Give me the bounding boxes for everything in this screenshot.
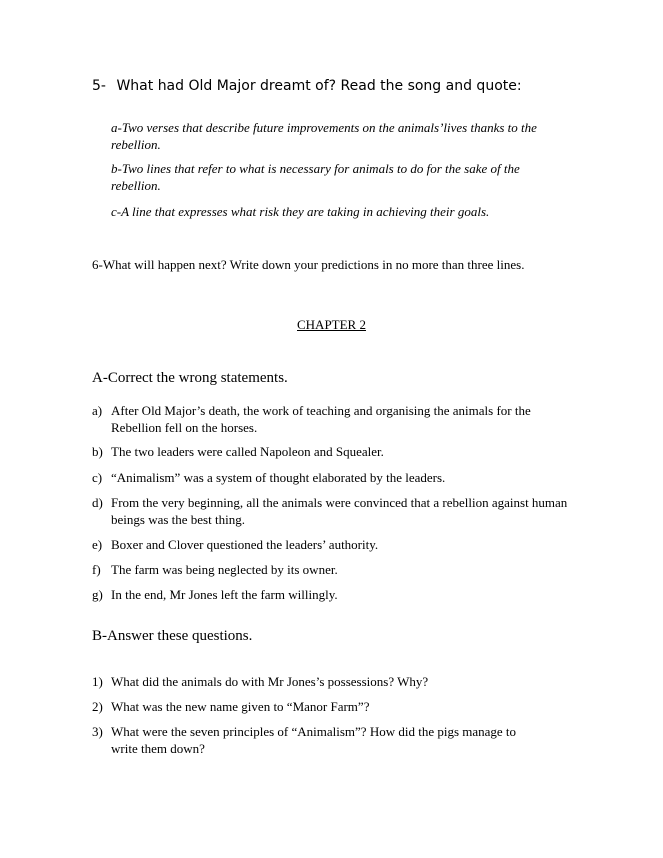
list-item-text: What did the animals do with Mr Jones’s possessions? Why? (111, 674, 429, 689)
list-item (92, 723, 542, 757)
list-item-marker: g) (92, 587, 103, 602)
list-item (92, 673, 572, 690)
list-item (92, 536, 572, 553)
list-item-marker: c) (92, 470, 103, 485)
list-item (92, 698, 572, 715)
list-item-text: From the very beginning, all the animals were convinced that a rebellion against human beings was the best thing. (111, 495, 568, 527)
list-item (92, 443, 572, 460)
list-item-marker: 3) (92, 724, 103, 739)
list-item (92, 586, 572, 603)
question-5-text: What had Old Major dreamt of? Read the song and quote: (116, 78, 522, 94)
question-5-item-b: b-Two lines that refer to what is necessary for animals to do for the sake of the rebellion. (111, 161, 520, 193)
list-item (92, 494, 572, 528)
list-item-marker: d) (92, 495, 103, 510)
list-item-text: The two leaders were called Napoleon and Squealer. (111, 444, 384, 459)
list-item (92, 469, 572, 486)
section-b-title: B-Answer these questions. (92, 628, 253, 644)
question-5-item-a: a-Two verses that describe future improvements on the animals’lives thanks to the rebellion. (111, 120, 537, 152)
list-item-text: In the end, Mr Jones left the farm willingly. (111, 587, 338, 602)
list-item (92, 402, 572, 436)
list-item-text: “Animalism” was a system of thought elaborated by the leaders. (111, 470, 446, 485)
question-5-number: 5- (92, 78, 106, 94)
chapter-title: CHAPTER 2 (297, 317, 366, 332)
list-item-marker: 1) (92, 674, 103, 689)
list-item-text: The farm was being neglected by its owner. (111, 562, 338, 577)
list-item-text: Boxer and Clover questioned the leaders’ authority. (111, 537, 379, 552)
list-item-text: After Old Major’s death, the work of teaching and organising the animals for the Rebellion fell on the horses. (111, 403, 531, 435)
question-6: 6-What will happen next? Write down your predictions in no more than three lines. (92, 257, 525, 272)
list-item-marker: b) (92, 444, 103, 459)
chapter-heading (0, 317, 663, 333)
list-item-marker: e) (92, 537, 103, 552)
list-item-text: What were the seven principles of “Animalism”? How did the pigs manage to write them down? (111, 724, 517, 756)
list-item-marker: f) (92, 562, 101, 577)
question-5-heading (92, 78, 522, 94)
question-5-item-c: c-A line that expresses what risk they are taking in achieving their goals. (111, 204, 490, 219)
list-item (92, 561, 572, 578)
list-item-marker: 2) (92, 699, 103, 714)
list-item-text: What was the new name given to “Manor Farm”? (111, 699, 370, 714)
section-a-title: A-Correct the wrong statements. (92, 370, 288, 386)
list-item-marker: a) (92, 403, 103, 418)
